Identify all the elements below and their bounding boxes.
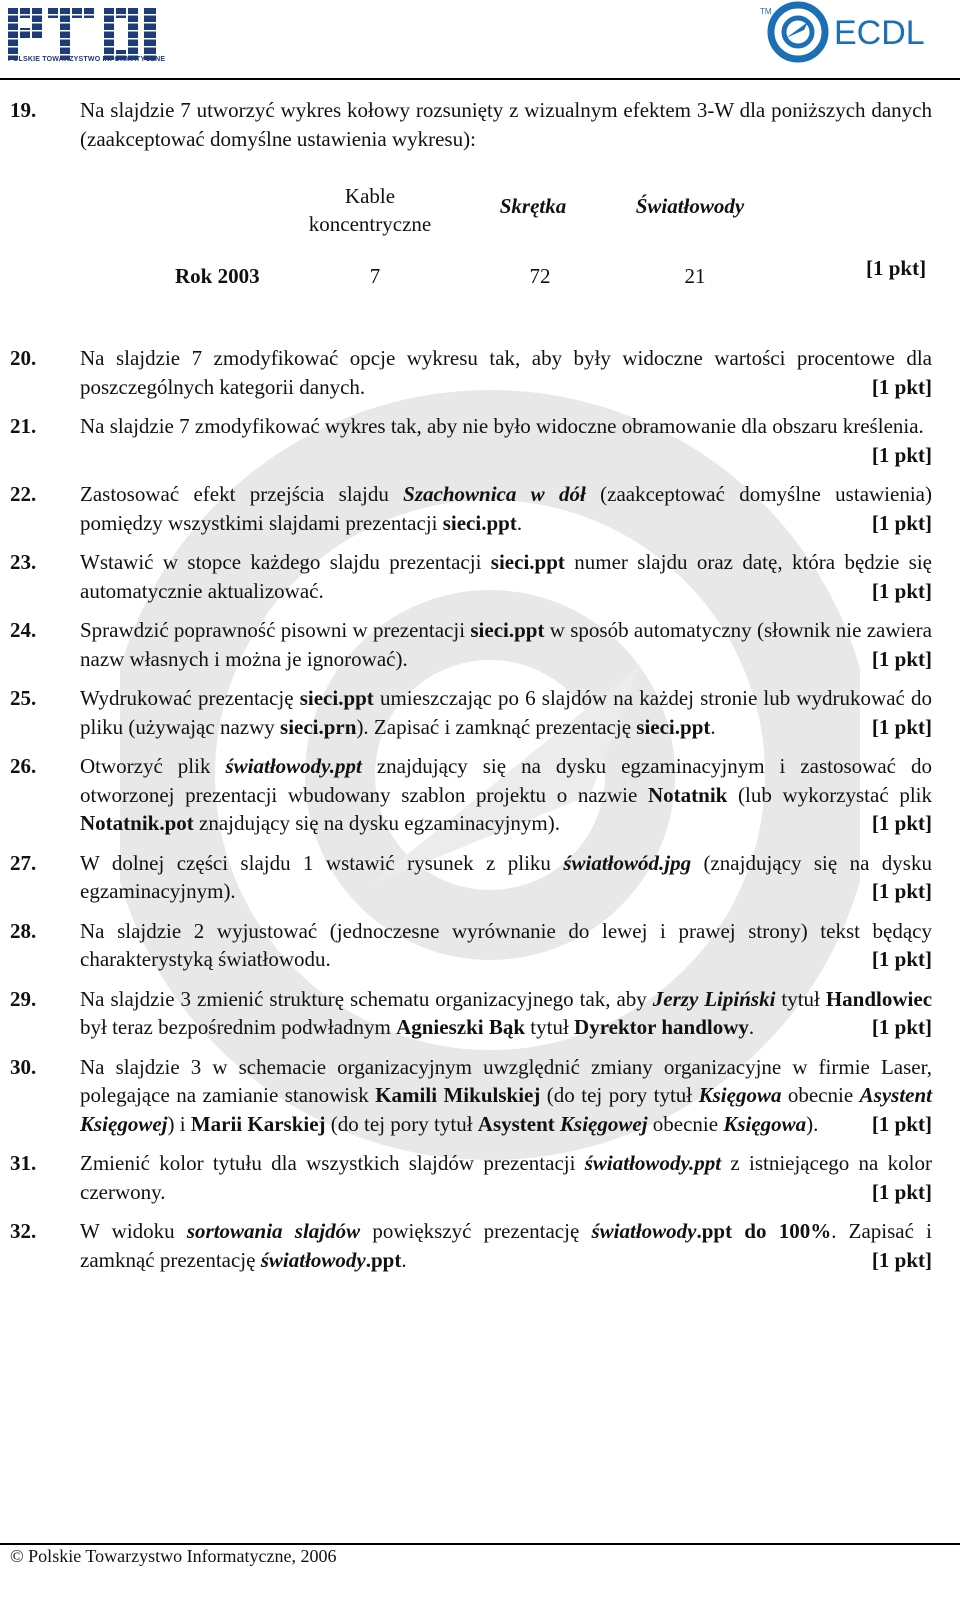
- question-20: [10, 344, 932, 401]
- table-cell: 21: [684, 264, 706, 288]
- question-number: 21.: [10, 414, 37, 438]
- question-number: 19.: [10, 98, 37, 122]
- pti-logo: [8, 4, 158, 64]
- question-number: 25.: [10, 686, 37, 710]
- question-26: 26. Otworzyć plik światłowody.ppt znajdujący się na dysku egzaminacyjnym i zastosować do otworzonej prezentacji wbudowany szablon projektu o nazwie Notatnik (lub wykorzystać plik Notatnik.pot znajdujący się na dysku egzaminacyjnym). [1 pkt]: [80, 752, 932, 838]
- question-28: 28. Na slajdzie 2 wyjustować (jednoczesne wyrównanie do lewej i prawej strony) tekst będący charakterystyką światłowodu. [1 pkt]: [80, 917, 932, 974]
- question-19: [10, 96, 932, 153]
- question-number: 26.: [10, 754, 37, 778]
- question-number: 28.: [10, 918, 37, 943]
- question-number: 31.: [10, 1151, 37, 1175]
- question-text: Na slajdzie 7 zmodyfikować opcje wykresu tak, aby były widoczne wartości procentowe dla poszczególnych kategorii danych.: [80, 346, 932, 399]
- question-number: 27.: [10, 850, 37, 875]
- question-23: 23. Wstawić w stopce każdego slajdu prezentacji sieci.ppt numer slajdu oraz datę, która będzie się automatycznie aktualizować. [1 pkt]: [80, 548, 932, 605]
- question-32: 32. W widoku sortowania slajdów powiększyć prezentację światłowody.ppt do 100%. Zapisać i zamknąć prezentację światłowody.ppt. [1 pkt]: [80, 1217, 932, 1274]
- points-label: [1 pkt]: [871, 442, 932, 467]
- points-label: [1 pkt]: [871, 811, 932, 835]
- question-text: Na slajdzie 7 zmodyfikować wykres tak, aby nie było widoczne obramowanie dla obszaru kreślenia.: [80, 414, 924, 438]
- question-number: 24.: [10, 618, 37, 642]
- footer-copyright: © Polskie Towarzystwo Informatyczne, 2006: [10, 1546, 337, 1566]
- points-label: [1 pkt]: [871, 1179, 932, 1204]
- points-label: [1 pkt]: [871, 879, 932, 903]
- page-header: [0, 0, 960, 80]
- question-27: 27. W dolnej części slajdu 1 wstawić rysunek z pliku światłowód.jpg (znajdujący się na dysku egzaminacyjnym). [1 pkt]: [80, 849, 932, 906]
- question-number: 29.: [10, 986, 37, 1011]
- points-label: [1 pkt]: [871, 947, 932, 971]
- table-header-col1: Kable koncentryczne: [308, 184, 432, 236]
- question-number: 32.: [10, 1219, 37, 1243]
- footer-divider: [0, 1543, 960, 1545]
- question-24: 24. Sprawdzić poprawność pisowni w prezentacji sieci.ppt w sposób automatyczny (słownik nie zawiera nazw własnych i można je ignorować). [1 pkt]: [80, 616, 932, 673]
- points-label: [1 pkt]: [871, 1247, 932, 1272]
- table-header-col2: Skrętka: [499, 194, 567, 218]
- tm-mark: TM: [760, 7, 772, 16]
- question-text: Na slajdzie 7 utworzyć wykres kołowy rozsunięty z wizualnym efektem 3-W dla poniższych danych (zaakceptować domyślne ustawienia wykresu):: [80, 98, 932, 151]
- points-label: [1 pkt]: [871, 1111, 932, 1136]
- header-divider: [0, 78, 960, 80]
- points-label: [1 pkt]: [871, 714, 932, 739]
- question-number: 30.: [10, 1054, 37, 1079]
- question-21: [10, 412, 932, 469]
- exam-questions: [0, 96, 960, 1285]
- table-header-col3: Światłowody: [635, 194, 745, 218]
- question-number: 23.: [10, 550, 37, 574]
- question-number: 22.: [10, 482, 37, 506]
- question-29: 29. Na slajdzie 3 zmienić strukturę schematu organizacyjnego tak, aby Jerzy Lipiński tytuł Handlowiec był teraz bezpośrednim podwładnym Agnieszki Bąk tytuł Dyrektor handlowy. [1 pkt]: [80, 985, 932, 1042]
- points-label: [1 pkt]: [871, 646, 932, 671]
- table-cell: 7: [369, 264, 381, 288]
- table-cell: 72: [529, 264, 551, 288]
- pti-caption: POLSKIE TOWARZYSTWO INFORMATYCZNE: [8, 56, 166, 63]
- question-30: 30. Na slajdzie 3 w schemacie organizacyjnym uwzględnić zmiany organizacyjne w firmie Laser, polegające na zamianie stanowisk Kamili Mikulskiej (do tej pory tytuł Księgowa obecnie Asystent Księgowej) i Marii Karskiej (do tej pory tytuł Asystent Księgowej obecnie Księgowa). [1 pkt]: [80, 1053, 932, 1139]
- points-label: [1 pkt]: [871, 1015, 932, 1039]
- table-row-label: Rok 2003: [175, 264, 260, 288]
- points-label: [1 pkt]: [871, 510, 932, 535]
- question-25: 25. Wydrukować prezentację sieci.ppt umieszczając po 6 slajdów na każdej stronie lub wydrukować do pliku (używając nazwy sieci.prn). Zapisać i zamknąć prezentację sieci.ppt. [1 pkt]: [80, 684, 932, 741]
- points-label: [1 pkt]: [866, 256, 927, 280]
- ecdl-logo: [756, 0, 956, 66]
- data-table: [80, 164, 940, 344]
- points-label: [1 pkt]: [871, 578, 932, 603]
- question-22: 22. Zastosować efekt przejścia slajdu Szachownica w dół (zaakceptować domyślne ustawienia) pomiędzy wszystkimi slajdami prezentacji sieci.ppt. [1 pkt]: [80, 480, 932, 537]
- points-label: [1 pkt]: [871, 374, 932, 399]
- ecdl-wordmark: ECDL: [834, 14, 925, 52]
- question-31: 31. Zmienić kolor tytułu dla wszystkich slajdów prezentacji światłowody.ppt z istniejącego na kolor czerwony. [1 pkt]: [80, 1149, 932, 1206]
- question-number: 20.: [10, 346, 37, 370]
